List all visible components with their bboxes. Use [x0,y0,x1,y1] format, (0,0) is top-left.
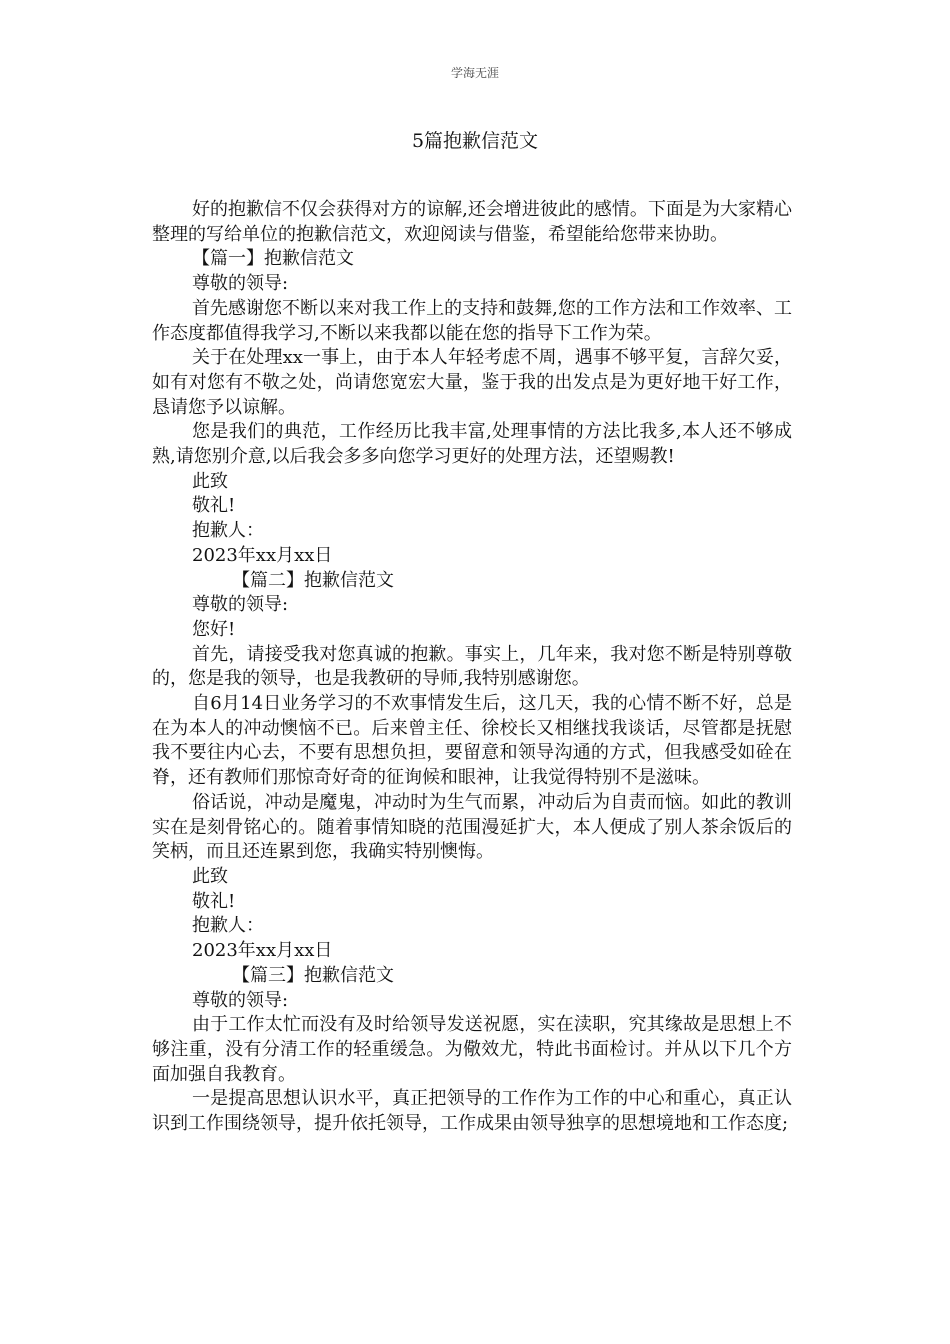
letter-2-signer: 抱歉人： [192,915,264,937]
letter-1-paragraph: 您是我们的典范，工作经历比我丰富,处理事情的方法比我多,本人还不够成熟,请您别介意,以后我会多多向您学习更好的处理方法，还望赐教! [152,421,792,468]
letter-3-heading: 【篇三】抱歉信范文 [232,964,394,986]
letter-2-salutation: 尊敬的领导: [192,594,289,616]
letter-3-paragraph: 由于工作太忙而没有及时给领导发送祝愿，实在渎职，究其缘故是思想上不够注重，没有分清工作的轻重缓急。为儆效尤，特此书面检讨。并从以下几个方面加强自我教育。 [152,1014,792,1085]
running-header: 学海无涯 [450,66,499,80]
letter-2-closing: 此致 [192,865,228,887]
letter-1-salutation: 尊敬的领导: [192,273,289,295]
letter-2-paragraph: 俗话说，冲动是魔鬼，冲动时为生气而累，冲动后为自责而恼。如此的教训实在是刻骨铭心的。随着事情知晓的范围漫延扩大，本人便成了别人茶余饭后的笑柄，而且还连累到您，我确实特别懊悔。 [152,791,792,863]
letter-1-paragraph: 首先感谢您不断以来对我工作上的支持和鼓舞,您的工作方法和工作效率、工作态度都值得我学习,不断以来我都以能在您的指导下工作为荣。 [152,297,792,344]
letter-2-heading: 【篇二】抱歉信范文 [232,569,394,591]
letter-2-paragraph: 自6月14日业务学习的不欢事情发生后，这几天，我的心情不断不好，总是在为本人的冲动懊恼不已。后来曾主任、徐校长又相继找我谈话，尽管都是抚慰我不要往内心去，不要有思想负担，要留意和领导沟通的方式，但我感受如硂在脊，还有教师们那惊奇好奇的征询候和眼神，让我觉得特别不是滋味。 [152,693,792,789]
letter-3-salutation: 尊敬的领导: [192,989,289,1011]
document-title: 5篇抱歉信范文 [411,130,539,152]
letter-2-greeting: 您好! [192,618,236,640]
letter-1-date: 2023年xx月xx日 [192,544,333,566]
letter-1-heading: 【篇一】抱歉信范文 [192,248,354,270]
letter-1-signer: 抱歉人： [192,520,264,542]
letter-3-paragraph: 一是提高思想认识水平，真正把领导的工作作为工作的中心和重心，真正认识到工作围绕领导，提升依托领导，工作成果由领导独享的思想境地和工作态度; [152,1088,792,1135]
letter-1-paragraph: 关于在处理xx一事上，由于本人年轻考虑不周，遇事不够平复，言辞欠妥，如有对您有不敬之处，尚请您宽宏大量，鉴于我的出发点是为更好地干好工作，恳请您予以谅解。 [152,347,792,418]
letter-1-closing: 此致 [192,470,228,492]
letter-2-date: 2023年xx月xx日 [192,940,333,962]
letter-2-regards: 敬礼! [192,890,236,912]
letter-2-paragraph: 首先，请接受我对您真诚的抱歉。事实上，几年来，我对您不断是特别尊敬的，您是我的领导，也是我教研的导师,我特别感谢您。 [152,643,792,690]
intro-paragraph: 好的抱歉信不仅会获得对方的谅解,还会增进彼此的感情。下面是为大家精心整理的写给单位的抱歉信范文，欢迎阅读与借鉴，希望能给您带来协助。 [152,199,792,245]
letter-1-regards: 敬礼! [192,495,236,517]
document-body [152,198,792,1137]
